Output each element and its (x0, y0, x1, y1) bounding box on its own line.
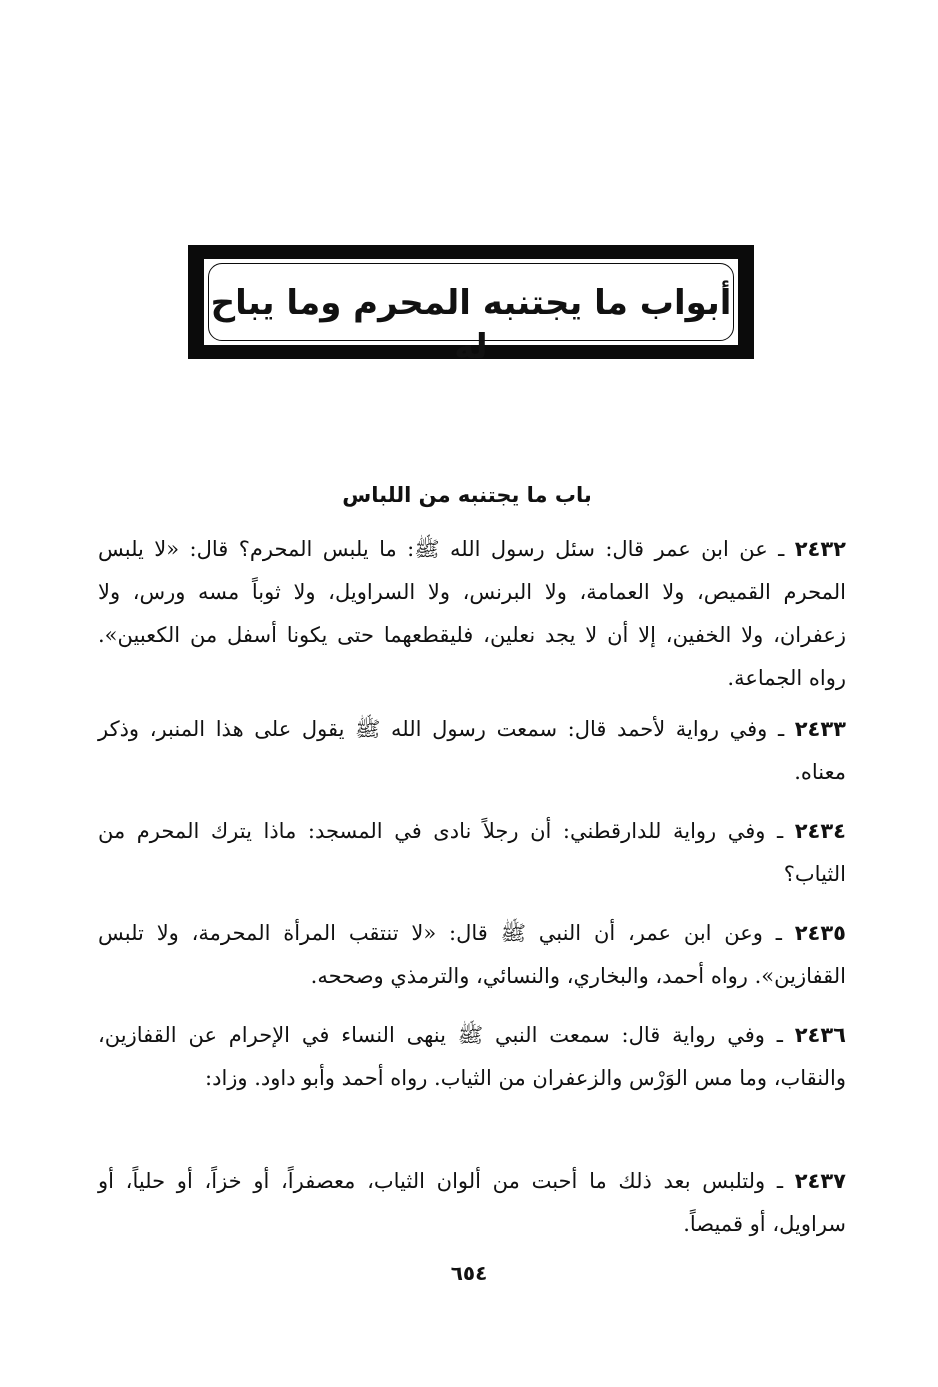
hadith-dash: ـ (765, 819, 795, 843)
hadith-text: ولتلبس بعد ذلك ما أحبت من ألوان الثياب، معصفراً، أو خزاً، أو حلياً، أو سراويل، أو قميصاً. (98, 1169, 846, 1236)
hadith-text: وفي رواية للدارقطني: أن رجلاً نادى في المسجد: ماذا يترك المحرم من الثياب؟ (98, 819, 846, 886)
page-number: ٦٥٤ (450, 1261, 488, 1285)
hadith-paragraph (98, 810, 846, 896)
title-frame (188, 245, 754, 367)
hadith-paragraph (98, 708, 846, 794)
hadith-dash: ـ (764, 1023, 795, 1047)
hadith-paragraph (98, 1014, 846, 1100)
title-inner-border (202, 257, 740, 367)
hadith-text: وفي رواية قال: سمعت النبي ﷺ ينهى النساء في الإحرام عن القفازين، والنقاب، وما مس الوَرْس والزعفران من الثياب. رواه أحمد وأبو داود. وزاد: (98, 1023, 846, 1090)
hadith-text: وعن ابن عمر، أن النبي ﷺ قال: «لا تنتقب المرأة المحرمة، ولا تلبس القفازين». رواه أحمد، والبخاري، والنسائي، والترمذي وصححه. (98, 921, 846, 988)
hadith-number: ٢٤٣٣ (794, 717, 846, 741)
hadith-text: عن ابن عمر قال: سئل رسول الله ﷺ: ما يلبس المحرم؟ قال: «لا يلبس المحرم القميص، ولا العمامة، ولا البرنس، ولا السراويل، ولا ثوباً مسه ورس، ولا زعفران، ولا الخفين، إلا أن لا يجد نعلين، فليقطعهما حتى يكونا أسفل من الكعبين». رواه الجماعة. (98, 537, 846, 690)
hadith-dash: ـ (767, 537, 795, 561)
hadith-number: ٢٤٣٤ (794, 819, 846, 843)
page-title: أبواب ما يجتنبه المحرم وما يباح له (210, 283, 732, 367)
hadith-number: ٢٤٣٢ (794, 537, 846, 561)
hadith-dash: ـ (767, 717, 795, 741)
hadith-dash: ـ (762, 921, 795, 945)
hadith-text: وفي رواية لأحمد قال: سمعت رسول الله ﷺ يقول على هذا المنبر، وذكر معناه. (98, 717, 846, 784)
hadith-dash: ـ (765, 1169, 795, 1193)
hadith-number: ٢٤٣٦ (794, 1023, 846, 1047)
chapter-heading: باب ما يجتنبه من اللباس (342, 483, 592, 507)
hadith-paragraph (98, 912, 846, 998)
hadith-number: ٢٤٣٥ (794, 921, 846, 945)
hadith-number: ٢٤٣٧ (794, 1169, 846, 1193)
hadith-paragraph (98, 528, 846, 700)
hadith-paragraph (98, 1160, 846, 1246)
